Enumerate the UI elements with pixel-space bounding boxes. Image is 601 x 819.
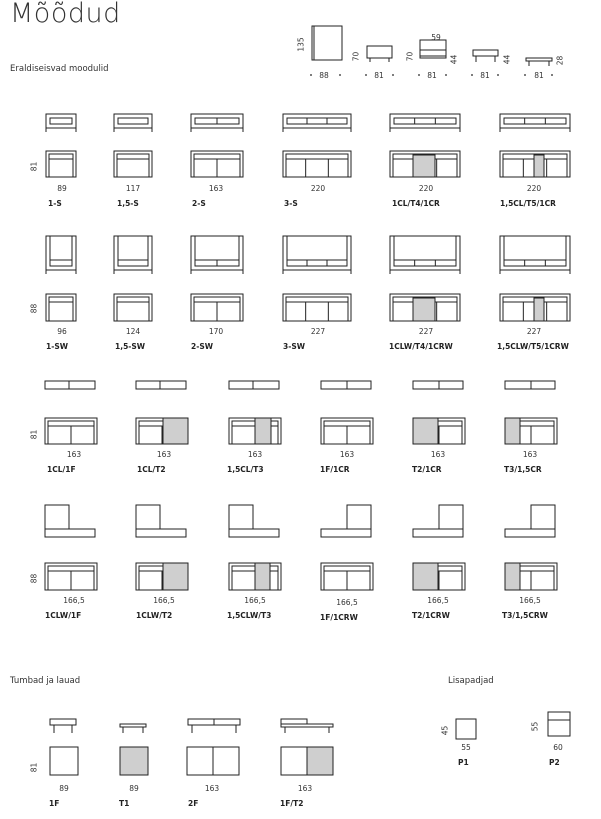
module-label: 2-S <box>192 199 206 208</box>
module-width: 170 <box>208 327 224 336</box>
table-plan-half <box>307 747 333 775</box>
sofa-plan-back <box>48 566 94 571</box>
module-label: 1,5CL/T5/1CR <box>500 199 556 208</box>
module-label: 1-SW <box>46 342 69 351</box>
module-label: 1-S <box>48 199 62 208</box>
sofa-plan-back <box>324 421 370 426</box>
sofa-plan-back <box>286 297 348 302</box>
module-label: 1,5CLW/T5/1CRW <box>497 342 569 351</box>
module-label: 1,5-S <box>117 199 139 208</box>
table-width: 89 <box>59 784 69 793</box>
p1-width: 55 <box>461 743 471 752</box>
sofa-back <box>50 236 72 262</box>
sofa-cushion <box>118 260 148 266</box>
table-insert <box>505 563 520 590</box>
module-width: 163 <box>247 450 263 459</box>
table-insert <box>505 418 520 444</box>
module-width: 166,5 <box>519 596 541 605</box>
chaise-base <box>45 529 95 537</box>
row4-height: 88 <box>29 573 39 584</box>
dim-88: 88 <box>319 71 329 80</box>
tables-height: 81 <box>29 762 39 773</box>
chaise-base <box>229 529 279 537</box>
p2-label: P2 <box>549 758 560 767</box>
p1-cushion <box>456 719 476 739</box>
pouf-table-base <box>281 724 333 727</box>
dim-44b: 44 <box>502 54 512 65</box>
sofa-cushion <box>50 260 72 266</box>
section-heading-extras: Lisapadjad <box>448 676 494 686</box>
table-insert <box>413 298 435 321</box>
chaise-seat <box>45 381 69 389</box>
table-front <box>120 724 146 727</box>
sofa-back <box>394 236 456 262</box>
table-width: 89 <box>129 784 139 793</box>
sofa-cushion <box>118 118 148 124</box>
chaise-seat <box>229 381 253 389</box>
module-width: 166,5 <box>153 596 175 605</box>
sofa-cushion <box>394 260 456 266</box>
module-width: 124 <box>125 327 141 336</box>
dim-70b: 70 <box>405 51 415 62</box>
chaise-base <box>321 529 371 537</box>
module-width: 96 <box>57 327 67 336</box>
module-label: 1CLW/1F <box>45 611 82 620</box>
sofa-plan-back <box>117 297 149 302</box>
table-insert <box>413 418 438 444</box>
dim-70a: 70 <box>351 51 361 62</box>
module-label: T2/1CR <box>412 465 442 474</box>
dim-81d: 81 <box>534 71 544 80</box>
section-heading-tables: Tumbad ja lauad <box>10 676 81 686</box>
module-width: 220 <box>310 184 326 193</box>
chaise-base <box>413 529 463 537</box>
sofa-cushion <box>287 260 347 266</box>
module-label: 3-S <box>284 199 298 208</box>
table-width: 163 <box>297 784 313 793</box>
sofa-cushion <box>504 260 566 266</box>
module-width: 227 <box>526 327 542 336</box>
table-insert <box>255 418 271 444</box>
module-label: 1CL/1F <box>47 465 76 474</box>
table-label: 1F <box>49 799 60 808</box>
chaise-seat <box>531 381 555 389</box>
module-width: 163 <box>156 450 172 459</box>
sofa-back <box>195 236 239 262</box>
module-width: 220 <box>526 184 542 193</box>
module-label: 1CL/T2 <box>137 465 166 474</box>
chaise-base <box>505 529 555 537</box>
table-label: 2F <box>188 799 199 808</box>
module-width: 227 <box>310 327 326 336</box>
ref-table <box>526 58 552 61</box>
table-insert <box>163 418 188 444</box>
module-width: 227 <box>418 327 434 336</box>
sofa-back <box>118 236 148 262</box>
sofa-back <box>504 236 566 262</box>
module-label: T2/1CRW <box>412 611 450 620</box>
module-label: 2-SW <box>191 342 214 351</box>
module-width: 166,5 <box>244 596 266 605</box>
dim-81a: 81 <box>374 71 384 80</box>
dim-44a: 44 <box>449 54 459 65</box>
chaise-seat <box>136 381 160 389</box>
sofa-plan-back <box>49 154 73 159</box>
p2-height: 55 <box>530 721 540 732</box>
module-width: 166,5 <box>336 598 358 607</box>
dim-81b: 81 <box>427 71 437 80</box>
module-label: 1CLW/T4/1CRW <box>389 342 453 351</box>
section-heading-separate: Eraldiseisvad moodulid <box>10 64 109 74</box>
ref-tall <box>312 26 342 60</box>
module-label: 1CLW/T2 <box>136 611 173 620</box>
sofa-plan-back <box>286 154 348 159</box>
table-width: 163 <box>204 784 220 793</box>
ref-side-seat <box>420 50 446 56</box>
table-insert <box>413 155 435 177</box>
module-label: 3-SW <box>283 342 306 351</box>
sofa-cushion <box>504 118 566 124</box>
sofa-plan-back <box>194 297 240 302</box>
page-title: Mõõdud <box>10 0 121 29</box>
sofa-back <box>287 236 347 262</box>
row3-height: 81 <box>29 429 39 440</box>
dim-59: 59 <box>431 33 441 42</box>
row1-height: 81 <box>29 161 39 172</box>
sofa-plan-back <box>48 421 94 426</box>
module-width: 163 <box>522 450 538 459</box>
p1-height: 45 <box>440 725 450 736</box>
module-label: 1F/1CR <box>320 465 350 474</box>
table-label: 1F/T2 <box>280 799 304 808</box>
module-width: 163 <box>208 184 224 193</box>
module-width: 89 <box>57 184 67 193</box>
module-width: 117 <box>125 184 141 193</box>
p2-cushion <box>548 712 570 736</box>
pouf-front <box>50 719 76 725</box>
p2-width: 60 <box>553 743 563 752</box>
module-width: 166,5 <box>63 596 85 605</box>
module-label: 1F/1CRW <box>320 613 358 622</box>
module-label: 1,5-SW <box>115 342 146 351</box>
module-width: 163 <box>66 450 82 459</box>
sofa-plan-back <box>324 566 370 571</box>
sofa-cushion <box>50 118 72 124</box>
sofa-cushion <box>394 118 456 124</box>
sofa-plan-back <box>49 297 73 302</box>
dim-81c: 81 <box>480 71 490 80</box>
sofa-plan-back <box>117 154 149 159</box>
module-width: 163 <box>430 450 446 459</box>
table-label: T1 <box>119 799 130 808</box>
module-width: 163 <box>339 450 355 459</box>
module-width: 166,5 <box>427 596 449 605</box>
module-label: 1CL/T4/1CR <box>392 199 440 208</box>
dim-28: 28 <box>555 55 565 66</box>
chaise-seat <box>439 381 463 389</box>
table-insert <box>534 155 544 177</box>
module-width: 220 <box>418 184 434 193</box>
chaise-base <box>136 529 186 537</box>
module-label: T3/1,5CR <box>504 465 542 474</box>
pouf-plan <box>50 747 78 775</box>
table-plan <box>120 747 148 775</box>
row2-height: 88 <box>29 303 39 314</box>
ref-chair <box>367 46 392 58</box>
p1-label: P1 <box>458 758 469 767</box>
sofa-plan-back <box>194 154 240 159</box>
chaise-seat <box>347 381 371 389</box>
ref-pouf <box>473 50 498 56</box>
table-insert <box>413 563 438 590</box>
module-label: 1,5CLW/T3 <box>227 611 272 620</box>
table-insert <box>163 563 188 590</box>
sofa-cushion <box>287 118 347 124</box>
module-label: T3/1,5CRW <box>502 611 548 620</box>
table-insert <box>534 298 544 321</box>
dim-135: 135 <box>296 37 306 52</box>
table-insert <box>255 563 270 590</box>
module-label: 1,5CL/T3 <box>227 465 264 474</box>
